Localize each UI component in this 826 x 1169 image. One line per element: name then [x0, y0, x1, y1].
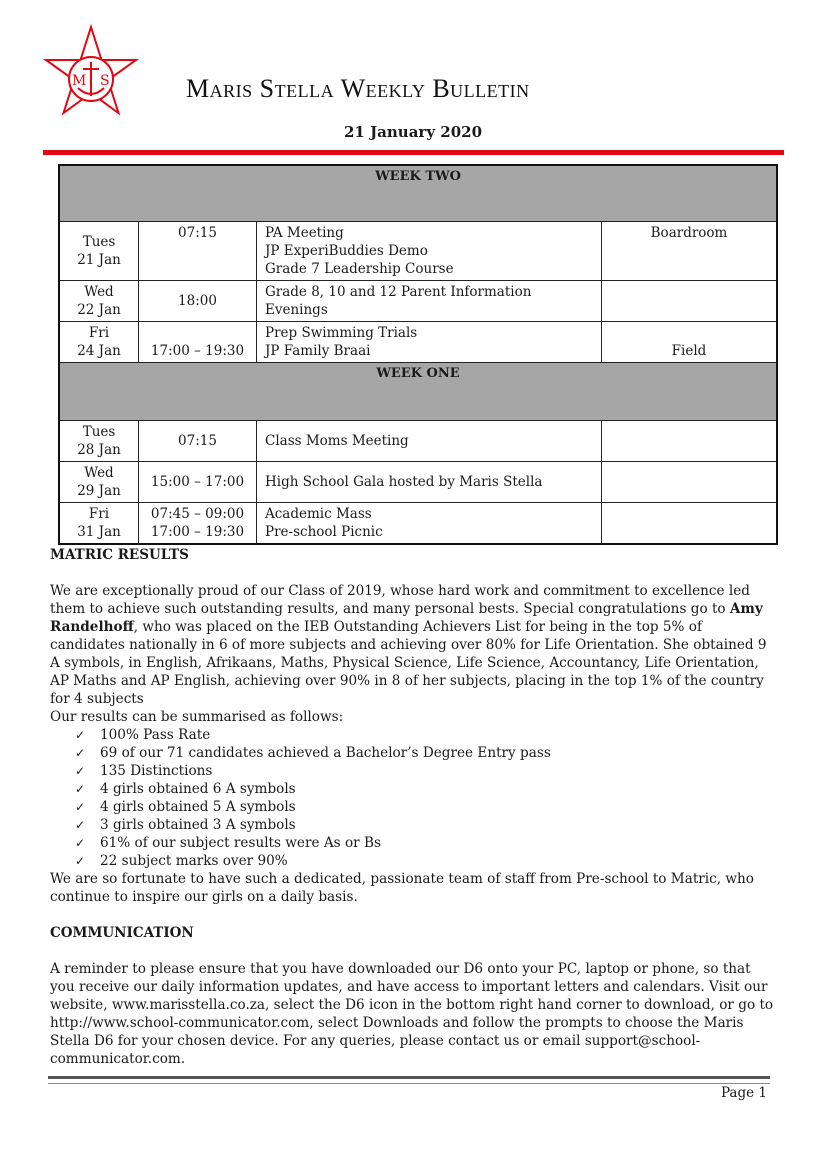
- schedule-row: [59, 462, 777, 503]
- schedule-row: [59, 222, 777, 281]
- list-item: ✓ 22 subject marks over 90%: [75, 853, 288, 869]
- event-cell: Academic Mass Pre-school Picnic: [257, 503, 602, 545]
- check-icon: ✓: [75, 836, 86, 850]
- venue-cell: [602, 421, 778, 462]
- check-icon: ✓: [75, 728, 86, 742]
- list-item: ✓ 4 girls obtained 5 A symbols: [75, 799, 296, 815]
- day-cell: Wed 22 Jan: [59, 281, 139, 322]
- schedule-row: [59, 281, 777, 322]
- check-icon: ✓: [75, 782, 86, 796]
- schedule-row: [59, 421, 777, 462]
- time-cell: 18:00: [139, 281, 257, 322]
- communication-paragraph: A reminder to please ensure that you have downloaded our D6 onto your PC, laptop or phone, so that you receive our daily information updates, and have access to important letters and calendars. Visit our website, www.marisstella.co.za, select the D6 icon in the bottom right hand corner to download, or go to http://www.school-communicator.com, select Downloads and follow the prompts to choose the Maris Stella D6 for your chosen device. For any queries, please contact us or email support@school-communicator.com.: [50, 961, 774, 1067]
- event-cell: Prep Swimming Trials JP Family Braai: [257, 322, 602, 363]
- schedule-table: [58, 164, 778, 545]
- matric-closing: We are so fortunate to have such a dedicated, passionate team of staff from Pre-school to Matric, who continue to inspire our girls on a daily basis.: [50, 871, 754, 905]
- check-icon: ✓: [75, 746, 86, 760]
- bulletin-body: [50, 546, 778, 1068]
- school-crest-logo: [38, 24, 144, 128]
- time-cell: 17:00 – 19:30: [139, 322, 257, 363]
- schedule-row: [59, 322, 777, 363]
- day-cell: Wed 29 Jan: [59, 462, 139, 503]
- communication-heading: COMMUNICATION: [50, 925, 194, 941]
- time-cell: 07:15: [139, 421, 257, 462]
- list-item: ✓ 4 girls obtained 6 A symbols: [75, 781, 296, 797]
- time-cell: 15:00 – 17:00: [139, 462, 257, 503]
- day-cell: Fri 24 Jan: [59, 322, 139, 363]
- results-list: [50, 726, 778, 870]
- list-item: ✓ 100% Pass Rate: [75, 727, 211, 743]
- event-cell: High School Gala hosted by Maris Stella: [257, 462, 602, 503]
- check-icon: ✓: [75, 854, 86, 868]
- schedule-row: [59, 503, 777, 545]
- venue-cell: [602, 281, 778, 322]
- week-label: WEEK TWO: [59, 165, 777, 222]
- check-icon: ✓: [75, 800, 86, 814]
- list-item: ✓ 61% of our subject results were As or Bs: [75, 835, 381, 851]
- footer-divider: [48, 1076, 770, 1084]
- svg-text:S: S: [100, 73, 110, 89]
- event-cell: Grade 8, 10 and 12 Parent Information Evenings: [257, 281, 602, 322]
- bulletin-date: 21 January 2020: [343, 123, 483, 141]
- page-number: Page 1: [720, 1085, 767, 1101]
- summary-intro: Our results can be summarised as follows:: [50, 709, 344, 725]
- check-icon: ✓: [75, 764, 86, 778]
- venue-cell: [602, 503, 778, 545]
- week-two-header: [59, 165, 777, 222]
- event-cell: PA Meeting JP ExperiBuddies Demo Grade 7 Leadership Course: [257, 222, 602, 281]
- day-cell: Tues 28 Jan: [59, 421, 139, 462]
- highlight-name: Amy Randelhoff: [50, 601, 763, 635]
- event-cell: Class Moms Meeting: [257, 421, 602, 462]
- check-icon: ✓: [75, 818, 86, 832]
- venue-cell: [602, 462, 778, 503]
- matric-paragraph: We are exceptionally proud of our Class of 2019, whose hard work and commitment to excellence led them to achieve such outstanding results, and many personal bests. Special congratulations go to Amy Randelhoff, who was placed on the IEB Outstanding Achievers List for being in the top 5% of candidates nationally in 6 of more subjects and achieving over 80% for Life Orientation. She obtained 9 A symbols, in English, Afrikaans, Maths, Physical Science, Life Science, Accountancy, Life Orientation, AP Maths and AP English, achieving over 90% in 8 of her subjects, placing in the top 1% of the country for 4 subjects: [50, 583, 767, 707]
- venue-cell: Field: [602, 322, 778, 363]
- svg-text:M: M: [72, 73, 87, 89]
- matric-heading: MATRIC RESULTS: [50, 547, 189, 563]
- time-cell: 07:45 – 09:00 17:00 – 19:30: [139, 503, 257, 545]
- list-item: ✓ 3 girls obtained 3 A symbols: [75, 817, 296, 833]
- list-item: ✓ 135 Distinctions: [75, 763, 213, 779]
- red-divider: [43, 150, 784, 155]
- week-one-header: [59, 363, 777, 421]
- list-item: ✓ 69 of our 71 candidates achieved a Bachelor’s Degree Entry pass: [75, 745, 551, 761]
- bulletin-title: Maris Stella Weekly Bulletin: [186, 74, 530, 103]
- day-cell: Fri 31 Jan: [59, 503, 139, 545]
- day-cell: Tues 21 Jan: [59, 222, 139, 281]
- time-cell: 07:15: [139, 222, 257, 281]
- venue-cell: Boardroom: [602, 222, 778, 281]
- week-label: WEEK ONE: [59, 363, 777, 421]
